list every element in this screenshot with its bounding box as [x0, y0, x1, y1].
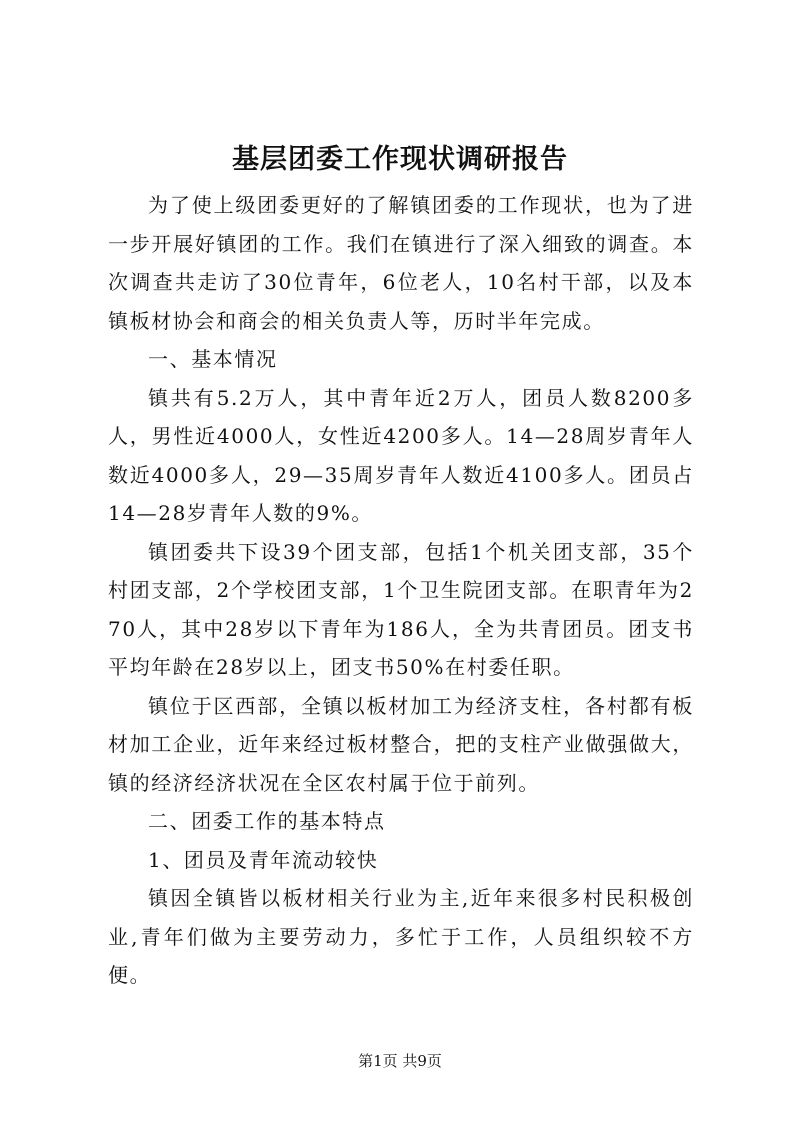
subheading-mobility: 1、团员及青年流动较快: [148, 847, 379, 872]
section-heading-features: 二、团委工作的基本特点: [148, 809, 386, 833]
document-body: [108, 186, 694, 995]
document-title: 基层团委工作现状调研报告: [232, 144, 568, 175]
page-number-footer: 第1页 共9页: [358, 1052, 442, 1070]
paragraph-league-branches: 镇团委共下设39个团支部，包括1个机关团支部，35个村团支部，2个学校团支部，1个卫生院团支部。在职青年为270人，其中28岁以下青年为186人，全为共青团员。团支书平均年龄在28岁以上，团支书50%在村委任职。: [108, 539, 694, 679]
paragraph-population: 镇共有5.2万人，其中青年近2万人，团员人数8200多人，男性近4000人，女性近4200多人。14—28周岁青年人数近4000多人，29—35周岁青年人数近4100多人。团员占14—28岁青年人数的9%。: [108, 385, 694, 525]
section-heading-basic-situation: 一、基本情况: [148, 347, 278, 371]
paragraph-economy: 镇位于区西部，全镇以板材加工为经济支柱，各村都有板材加工企业，近年来经过板材整合，把的支柱产业做强做大，镇的经济经济状况在全区农村属于位于前列。: [108, 693, 694, 795]
paragraph-mobility: 镇因全镇皆以板材相关行业为主,近年来很多村民积极创业,青年们做为主要劳动力，多忙于工作，人员组织较不方便。: [108, 886, 694, 987]
paragraph-intro: 为了使上级团委更好的了解镇团委的工作现状，也为了进一步开展好镇团的工作。我们在镇进行了深入细致的调查。本次调查共走访了30位青年，6位老人，10名村干部，以及本镇板材协会和商会的相关负责人等，历时半年完成。: [108, 193, 694, 333]
